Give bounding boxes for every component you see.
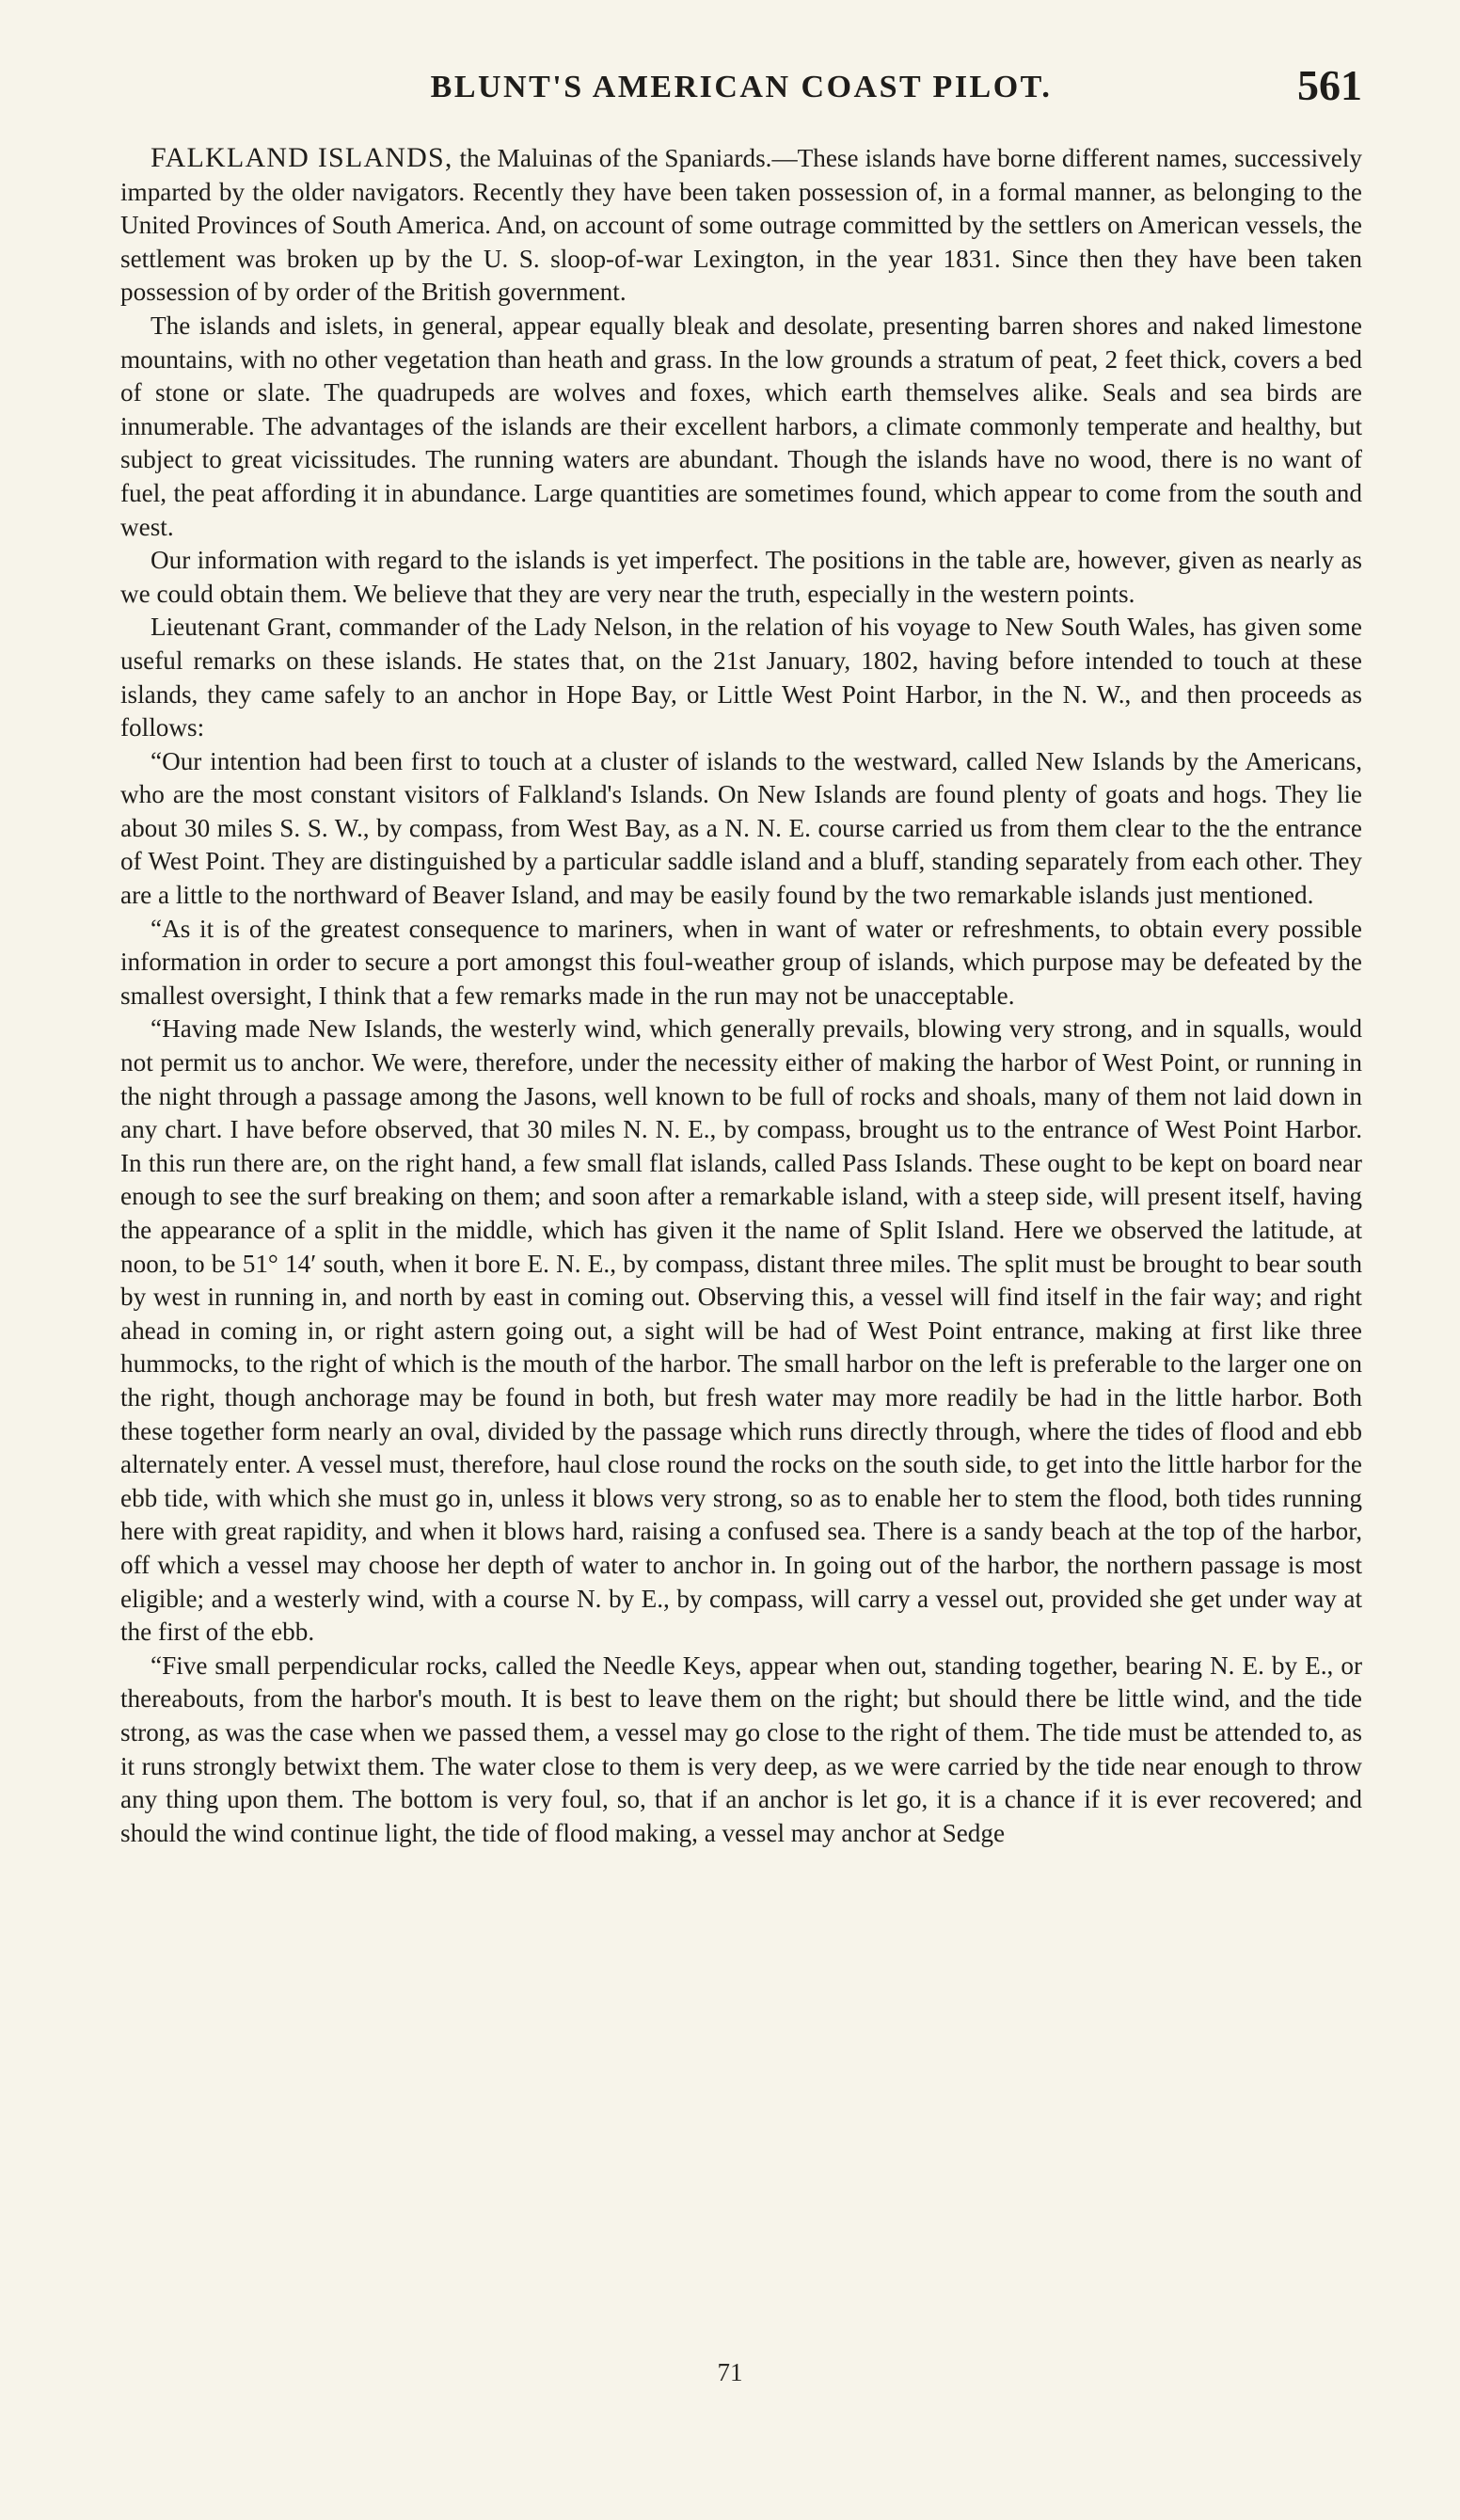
paragraph-falkland-islands bbox=[120, 141, 1362, 310]
paragraph-west-point-harbor bbox=[120, 1013, 1362, 1649]
document-page bbox=[120, 60, 1362, 1850]
paragraph-text: “As it is of the greatest consequence to mariners, when in want of water or refreshments, to obtain every possible information in order to secure a port amongst this foul-weather group of islands, which purpose may be defeated by the smallest oversight, I think that a few remarks made in the run may not be unacceptable. bbox=[120, 914, 1362, 1010]
paragraph-mariners bbox=[120, 913, 1362, 1013]
paragraph-text: Our information with regard to the islands is yet imperfect. The positions in the table are, however, given as nearly as we could obtain them. We believe that they are very near the truth, especially in the western points. bbox=[120, 546, 1362, 608]
section-heading-falkland-islands: FALKLAND ISLANDS, bbox=[151, 142, 453, 173]
running-title: BLUNT'S AMERICAN COAST PILOT. bbox=[430, 70, 1053, 104]
paragraph-text: the Maluinas of the Spaniards.—These islands have borne different names, successively imparted by the older navigators. Recently they have been taken possession of, in a formal manner, as belonging to the United Provinces of South America. And, on account of some outrage committed by the settlers on American vessels, the settlement was broken up by the U. S. sloop-of-war Lexington, in the year 1831. Since then they have been taken possession of by order of the British government. bbox=[120, 144, 1362, 307]
paragraph-text: The islands and islets, in general, appear equally bleak and desolate, presenting barren shores and naked limestone mountains, with no other vegetation than heath and grass. In the low grounds a stratum of peat, 2 feet thick, covers a bed of stone or slate. The quadrupeds are wolves and foxes, which earth themselves alike. Seals and sea birds are innumerable. The advantages of the islands are their excellent harbors, a climate commonly temperate and healthy, but subject to great vicissitudes. The running waters are abundant. Though the islands have no wood, there is no want of fuel, the peat affording it in abundance. Large quantities are sometimes found, which appear to come from the south and west. bbox=[120, 311, 1362, 541]
paragraph-text: “Having made New Islands, the westerly wind, which generally prevails, blowing very strong, and in squalls, would not permit us to anchor. We were, therefore, under the necessity either of making the harbor of West Point, or running in the night through a passage among the Jasons, well known to be full of rocks and shoals, many of them not laid down in any chart. I have before observed, that 30 miles N. N. E., by compass, brought us to the entrance of West Point Harbor. In this run there are, on the right hand, a few small flat islands, called Pass Islands. These ought to be kept on board near enough to see the surf breaking on them; and soon after a remarkable island, with a steep side, will present itself, having the appearance of a split in the middle, which has given it the name of Split Island. Here we observed the latitude, at noon, to be 51° 14′ south, when it bore E. N. E., by compass, distant three miles. The split must be brought to bear south by west in running in, and north by east in coming out. Observing this, a vessel will find itself in the fair way; and right ahead in coming in, or right astern going out, a sight will be had of West Point entrance, making at first like three hummocks, to the right of which is the mouth of the harbor. The small harbor on the left is preferable to the larger one on the right, though anchorage may be found in both, but fresh water may more readily be had in the little harbor. Both these together form nearly an oval, divided by the passage which runs directly through, where the tides of flood and ebb alternately enter. A vessel must, therefore, haul close round the rocks on the south side, to get into the little harbor for the ebb tide, with which she must go in, unless it blows very strong, so as to enable her to stem the flood, both tides running here with great rapidity, and when it blows hard, raising a confused sea. There is a sandy beach at the top of the harbor, off which a vessel may choose her depth of water to anchor in. In going out of the harbor, the northern passage is most eligible; and a westerly wind, with a course N. by E., by compass, will carry a vessel out, provided she get under way at the first of the ebb. bbox=[120, 1014, 1362, 1647]
running-head bbox=[120, 60, 1362, 128]
paragraph-text: “Five small perpendicular rocks, called the Needle Keys, appear when out, standing together, bearing N. E. by E., or thereabouts, from the harbor's mouth. It is best to leave them on the right; but should there be little wind, and the tide strong, as was the case when we passed them, a vessel may go close to the right of them. The tide must be attended to, as it runs strongly betwixt them. The water close to them is very deep, as we were carried by the tide near enough to throw any thing upon them. The bottom is very foul, so, that if an anchor is let go, it is a chance if it is ever recovered; and should the wind continue light, the tide of flood making, a vessel may anchor at Sedge bbox=[120, 1651, 1362, 1847]
paragraph-new-islands bbox=[120, 745, 1362, 913]
paragraph-lieutenant-grant bbox=[120, 611, 1362, 744]
paragraph-text: Lieutenant Grant, commander of the Lady Nelson, in the relation of his voyage to New South Wales, has given some useful remarks on these islands. He states that, on the 21st January, 1802, having before intended to touch at these islands, they came safely to an anchor in Hope Bay, or Little West Point Harbor, in the N. W., and then proceeds as follows: bbox=[120, 613, 1362, 742]
paragraph-islands-description bbox=[120, 310, 1362, 544]
body-text bbox=[120, 141, 1362, 1850]
paragraph-information bbox=[120, 544, 1362, 611]
signature-mark: 71 bbox=[717, 2358, 743, 2386]
page-number: 561 bbox=[1297, 61, 1362, 109]
paragraph-text: “Our intention had been first to touch at a cluster of islands to the westward, called New Islands by the Americans, who are the most constant visitors of Falkland's Islands. On New Islands are found plenty of goats and hogs. They lie about 30 miles S. S. W., by compass, from West Bay, as a N. N. E. course carried us from them clear to the the entrance of West Point. They are distinguished by a particular saddle island and a bluff, standing separately from each other. They are a little to the northward of Beaver Island, and may be easily found by the two remarkable islands just mentioned. bbox=[120, 746, 1362, 910]
paragraph-needle-keys bbox=[120, 1650, 1362, 1851]
